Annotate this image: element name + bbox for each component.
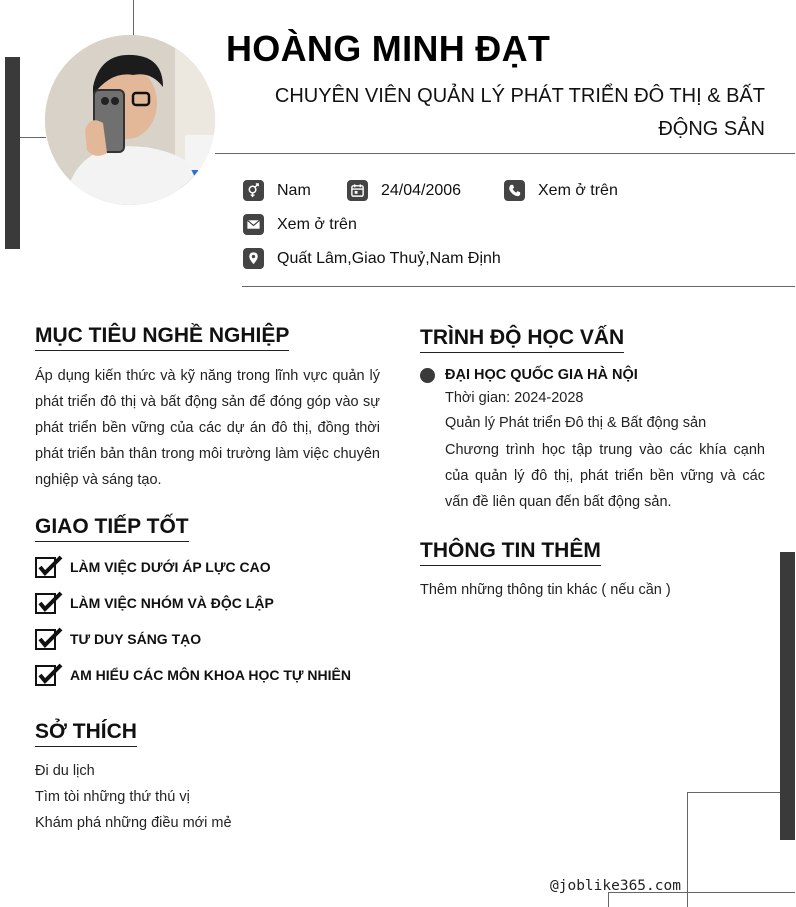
skill-label: TƯ DUY SÁNG TẠO	[70, 631, 202, 647]
avatar-connector-line	[20, 137, 46, 138]
contact-phone	[504, 180, 618, 201]
email-value: Xem ở trên	[277, 215, 357, 233]
education-description: Chương trình học tập trung vào các khía cạnh của quản lý đô thị, phát triển bền vững và các vấn đề liên quan đến bất động sản.	[445, 442, 765, 510]
school-name: ĐẠI HỌC QUỐC GIA HÀ NỘI	[445, 367, 638, 383]
checkbox-checked-icon	[35, 555, 63, 579]
major: Quản lý Phát triển Đô thị & Bất động sản	[445, 415, 707, 431]
location-icon	[243, 248, 264, 269]
top-decor-line	[133, 0, 134, 36]
skill-item	[35, 555, 271, 579]
checkbox-checked-icon	[35, 591, 63, 615]
contact-email	[243, 214, 357, 235]
gender-icon	[243, 180, 264, 201]
birthday-value: 24/04/2006	[381, 181, 462, 199]
mail-icon	[243, 214, 264, 235]
hobby-item: Đi du lịch	[35, 763, 95, 779]
contact-divider	[242, 286, 795, 287]
gender-value: Nam	[277, 181, 311, 199]
header-divider	[215, 153, 795, 154]
left-accent-bar	[5, 57, 20, 249]
skills-heading: GIAO TIẾP TỐT	[35, 515, 189, 542]
skill-label: LÀM VIỆC DƯỚI ÁP LỰC CAO	[70, 559, 271, 575]
timeline-dot	[420, 368, 435, 383]
avatar	[45, 35, 215, 205]
phone-value: Xem ở trên	[538, 181, 618, 199]
website-watermark: @joblike365.com	[550, 878, 681, 894]
extra-info-heading: THÔNG TIN THÊM	[420, 539, 601, 566]
contact-birthday	[347, 180, 461, 201]
avatar-photo	[45, 35, 215, 205]
hobbies-heading: SỞ THÍCH	[35, 720, 137, 747]
bottom-frame-top	[687, 792, 780, 793]
extra-info-text: Thêm những thông tin khác ( nếu cần )	[420, 582, 671, 598]
objective-text: Áp dụng kiến thức và kỹ năng trong lĩnh vực quản lý phát triển đô thị và bất động sản để đóng góp vào sự phát triển bền vững của các dự án đô thị, đồng thời phát triển bản thân trong môi trường làm việc chuyên nghiệp và sáng tạo.	[35, 368, 380, 488]
checkbox-checked-icon	[35, 627, 63, 651]
skill-item	[35, 627, 201, 651]
bottom-frame-left	[687, 792, 688, 907]
right-accent-bar	[780, 552, 795, 840]
skill-item	[35, 663, 351, 687]
hobby-item: Khám phá những điều mới mẻ	[35, 815, 232, 831]
bottom-frame-tick	[608, 892, 609, 907]
skill-label: AM HIỂU CÁC MÔN KHOA HỌC TỰ NHIÊN	[70, 667, 351, 683]
skill-item	[35, 591, 274, 615]
address-value: Quất Lâm,Giao Thuỷ,Nam Định	[277, 249, 501, 267]
calendar-icon	[347, 180, 368, 201]
contact-gender	[243, 180, 311, 201]
contact-address	[243, 248, 501, 269]
education-heading: TRÌNH ĐỘ HỌC VẤN	[420, 326, 624, 353]
job-title: CHUYÊN VIÊN QUẢN LÝ PHÁT TRIỂN ĐÔ THỊ & BẤT ĐỘNG SẢN	[274, 85, 765, 140]
skill-label: LÀM VIỆC NHÓM VÀ ĐỘC LẬP	[70, 595, 274, 611]
objective-heading: MỤC TIÊU NGHỀ NGHIỆP	[35, 324, 289, 351]
phone-icon	[504, 180, 525, 201]
study-period: Thời gian: 2024-2028	[445, 390, 584, 406]
checkbox-checked-icon	[35, 663, 63, 687]
candidate-name: HOÀNG MINH ĐẠT	[226, 28, 551, 69]
hobby-item: Tìm tòi những thứ thú vị	[35, 789, 190, 805]
